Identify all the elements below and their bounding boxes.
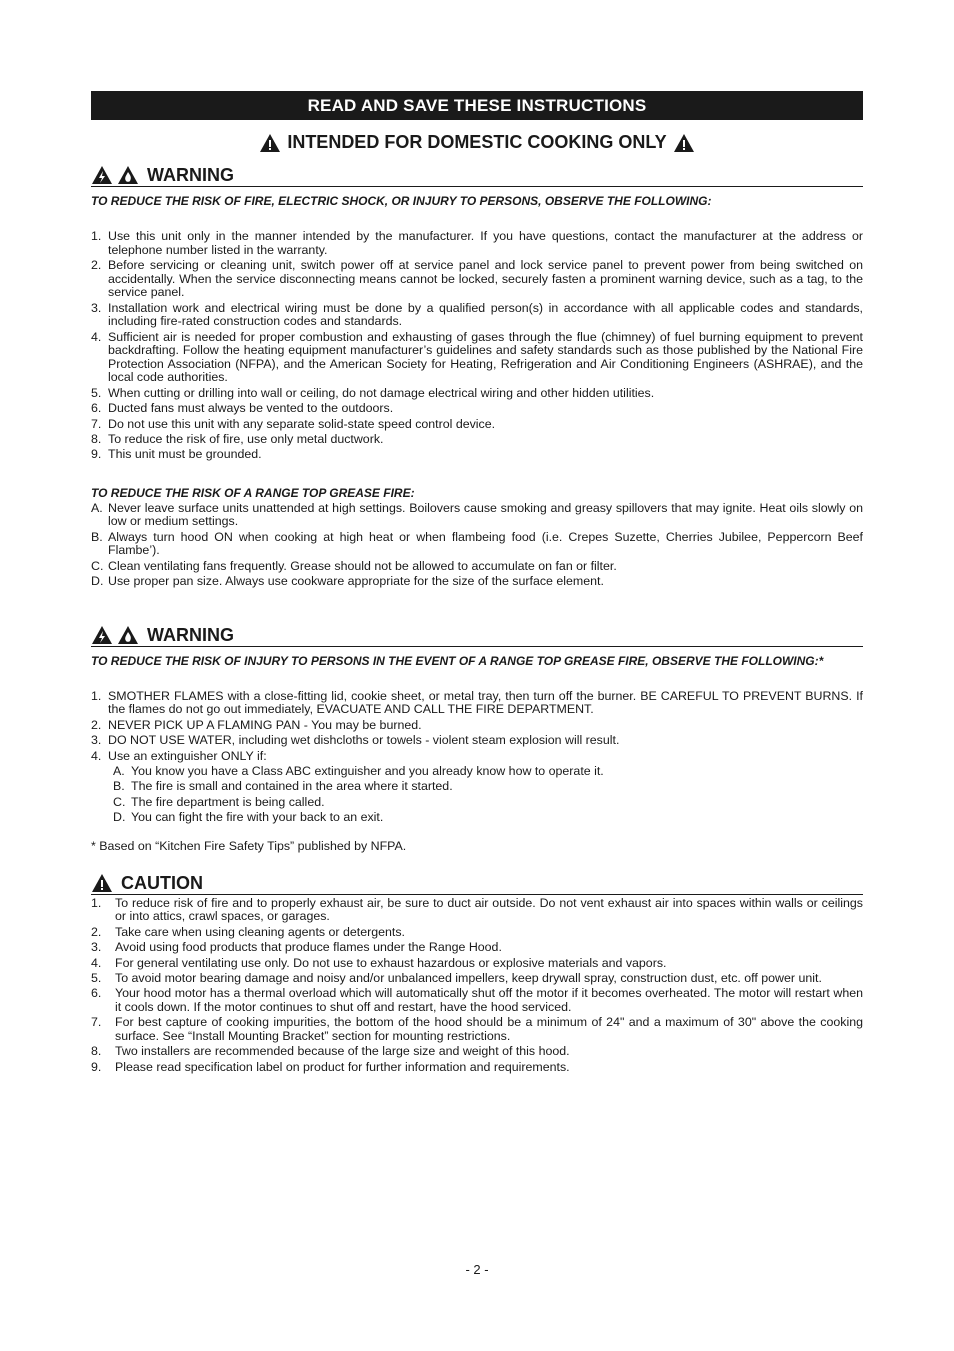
list-number: 2. <box>91 924 102 939</box>
list-item <box>91 1045 863 1059</box>
list-text: Two installers are recommended because of the large size and weight of this hood. <box>115 1044 570 1059</box>
list-text: For best capture of cooking impurities, the bottom of the hood should be a minimum of 24" and a maximum of 30" above the cooking surface. See “Install Mounting Bracket” section for mounting restrictions. <box>115 1015 863 1043</box>
grease-fire-lead: TO REDUCE THE RISK OF A RANGE TOP GREASE FIRE: <box>91 485 415 500</box>
list-item <box>113 796 863 810</box>
list-number: 3. <box>91 940 102 955</box>
list-text: Please read specification label on product for further information and requirements. <box>115 1059 570 1074</box>
list-text: NEVER PICK UP A FLAMING PAN - You may be burned. <box>108 717 422 732</box>
list-item <box>113 780 863 794</box>
caution-list <box>91 897 863 1075</box>
grease-fire-list <box>91 502 863 589</box>
list-number: 9. <box>91 447 102 462</box>
list-number: C. <box>91 558 104 573</box>
list-number: 1. <box>91 895 102 910</box>
banner-title: READ AND SAVE THESE INSTRUCTIONS <box>307 95 647 115</box>
warning-triangle-icon <box>259 133 281 153</box>
list-item <box>91 531 863 558</box>
list-item <box>91 575 863 589</box>
list-number: 9. <box>91 1059 102 1074</box>
list-number: 4. <box>91 955 102 970</box>
list-text: You know you have a Class ABC extinguisher and you already know how to operate it. <box>131 763 604 778</box>
list-text: The fire department is being called. <box>131 794 325 809</box>
list-item <box>91 418 863 432</box>
list-text: Always turn hood ON when cooking at high heat or when flambeing food (i.e. Crepes Suzette, Cherries Jubilee, Peppercorn Beef Flambe’). <box>108 529 863 558</box>
document-page <box>91 91 863 1076</box>
warning-title-1: WARNING <box>147 165 234 185</box>
list-item <box>91 690 863 717</box>
list-item <box>91 448 863 462</box>
list-item <box>91 230 863 257</box>
instructions-banner <box>91 91 863 120</box>
list-text: This unit must be grounded. <box>108 447 262 462</box>
caution-header <box>91 873 863 895</box>
list-number: 7. <box>91 416 102 431</box>
extinguisher-list <box>113 765 863 825</box>
fire-hazard-icon <box>117 165 139 185</box>
list-item <box>91 897 863 924</box>
list-item <box>91 957 863 971</box>
list-text: DO NOT USE WATER, including wet dishcloths or towels - violent steam explosion will result. <box>108 733 620 748</box>
list-number: B. <box>91 529 103 544</box>
list-number: 1. <box>91 688 102 703</box>
list-item <box>91 560 863 574</box>
list-item <box>113 811 863 825</box>
list-item <box>91 402 863 416</box>
warning-section-1 <box>91 165 863 589</box>
electric-shock-icon <box>91 625 113 645</box>
list-text: Sufficient air is needed for proper combustion and exhausting of gases through the flue (chimney) of fuel burning equipment to prevent backdrafting. Follow the heating equipment manufacturer’s guidelines and safety standards such as those published by the National Fire Protection Association (NFPA), and the American Society for Heating, Refrigeration and Air Conditioning Engineers (ASHRAE), and the local code authorities. <box>108 329 863 385</box>
list-item <box>91 734 863 748</box>
caution-section <box>91 873 863 1075</box>
fire-hazard-icon <box>117 625 139 645</box>
list-item <box>91 302 863 329</box>
intended-text: INTENDED FOR DOMESTIC COOKING ONLY <box>287 132 667 152</box>
list-number: A. <box>113 763 125 778</box>
list-number: 4. <box>91 748 102 763</box>
warning-list-2 <box>91 690 863 763</box>
warning-list-1 <box>91 230 863 462</box>
list-text: For general ventilating use only. Do not use to exhaust hazardous or explosive materials and vapors. <box>115 955 667 970</box>
list-text: Clean ventilating fans frequently. Grease should not be allowed to accumulate on fan or filter. <box>108 558 617 573</box>
warning-header-1 <box>91 165 863 187</box>
list-text: Take care when using cleaning agents or detergents. <box>115 924 405 939</box>
list-text: Your hood motor has a thermal overload which will automatically shut off the motor if it becomes overheated. The motor will restart when it cools down. If the motor continues to shut off and restart, have the hood serviced. <box>115 986 863 1014</box>
list-item <box>91 750 863 764</box>
list-text: When cutting or drilling into wall or ceiling, do not damage electrical wiring and other hidden utilities. <box>108 385 655 400</box>
list-item <box>91 987 863 1014</box>
page-number: - 2 - <box>465 1262 489 1277</box>
list-number: 2. <box>91 257 102 272</box>
list-text: Never leave surface units unattended at high settings. Boilovers cause smoking and greasy spillovers that may ignite. Heat oils slowly on low or medium settings. <box>108 500 863 529</box>
list-text: Do not use this unit with any separate solid-state speed control device. <box>108 416 496 431</box>
caution-title: CAUTION <box>121 872 203 893</box>
list-number: D. <box>113 810 126 825</box>
warning-section-2 <box>91 625 863 853</box>
list-number: 6. <box>91 986 102 1001</box>
warning-title-2: WARNING <box>147 624 234 645</box>
list-item <box>91 719 863 733</box>
list-item <box>91 941 863 955</box>
warning-lead-2: TO REDUCE THE RISK OF INJURY TO PERSONS IN THE EVENT OF A RANGE TOP GREASE FIRE, OBSERVE THE FOLLOWING:* <box>91 653 824 668</box>
list-number: 1. <box>91 229 102 243</box>
list-number: B. <box>113 779 125 794</box>
list-text: Use proper pan size. Always use cookware appropriate for the size of the surface element. <box>108 574 604 589</box>
warning-triangle-icon <box>673 133 695 153</box>
list-item <box>91 926 863 940</box>
list-text: Before servicing or cleaning unit, switch power off at service panel and lock service panel to prevent power from being switched on accidentally. When the service disconnecting means cannot be locked, securely fasten a prominent warning device, such as a tag, to the service panel. <box>108 257 863 300</box>
list-item <box>91 331 863 385</box>
list-text: Installation work and electrical wiring must be done by a qualified person(s) in accordance with all applicable codes and standards, including fire-rated construction codes and standards. <box>108 300 863 329</box>
list-item <box>91 387 863 401</box>
list-number: 3. <box>91 300 102 315</box>
list-number: D. <box>91 574 104 589</box>
list-item <box>91 433 863 447</box>
list-text: Use an extinguisher ONLY if: <box>108 748 267 763</box>
list-item <box>91 502 863 529</box>
list-item <box>113 765 863 779</box>
list-text: To avoid motor bearing damage and noisy and/or unbalanced impellers, keep drywall spray, construction dust, etc. off power unit. <box>115 970 822 985</box>
list-number: 8. <box>91 1044 102 1059</box>
warning-lead-1: TO REDUCE THE RISK OF FIRE, ELECTRIC SHOCK, OR INJURY TO PERSONS, OBSERVE THE FOLLOWING: <box>91 194 712 208</box>
list-number: 5. <box>91 970 102 985</box>
list-text: Ducted fans must always be vented to the outdoors. <box>108 401 394 416</box>
list-item <box>91 1061 863 1075</box>
list-number: 4. <box>91 329 102 344</box>
list-item <box>91 972 863 986</box>
list-number: 5. <box>91 385 102 400</box>
intended-heading <box>91 132 863 153</box>
warning-header-2 <box>91 625 863 647</box>
list-number: A. <box>91 500 103 515</box>
list-number: 2. <box>91 717 102 732</box>
warning-triangle-icon <box>91 873 113 893</box>
list-item <box>91 259 863 300</box>
list-text: You can fight the fire with your back to an exit. <box>131 810 384 825</box>
list-number: 7. <box>91 1015 102 1030</box>
list-number: 8. <box>91 431 102 446</box>
list-number: 6. <box>91 401 102 416</box>
list-text: To reduce the risk of fire, use only metal ductwork. <box>108 431 384 446</box>
list-item <box>91 1016 863 1043</box>
footnote: * Based on “Kitchen Fire Safety Tips” published by NFPA. <box>91 838 407 853</box>
list-text: To reduce risk of fire and to properly exhaust air, be sure to duct air outside. Do not vent exhaust air into spaces within walls or ceilings or into attics, crawl spaces, or garages. <box>115 895 863 924</box>
list-text: SMOTHER FLAMES with a close-fitting lid, cookie sheet, or metal tray, then turn off the burner. BE CAREFUL TO PREVENT BURNS. If the flames do not go out immediately, EVACUATE AND CALL THE FIRE DEPARTMENT. <box>108 688 863 717</box>
electric-shock-icon <box>91 165 113 185</box>
list-text: The fire is small and contained in the area where it started. <box>131 779 453 794</box>
list-number: C. <box>113 794 126 809</box>
list-text: Use this unit only in the manner intended by the manufacturer. If you have questions, contact the manufacturer at the address or telephone number listed in the warranty. <box>108 229 863 257</box>
list-text: Avoid using food products that produce flames under the Range Hood. <box>115 940 502 955</box>
list-number: 3. <box>91 733 102 748</box>
